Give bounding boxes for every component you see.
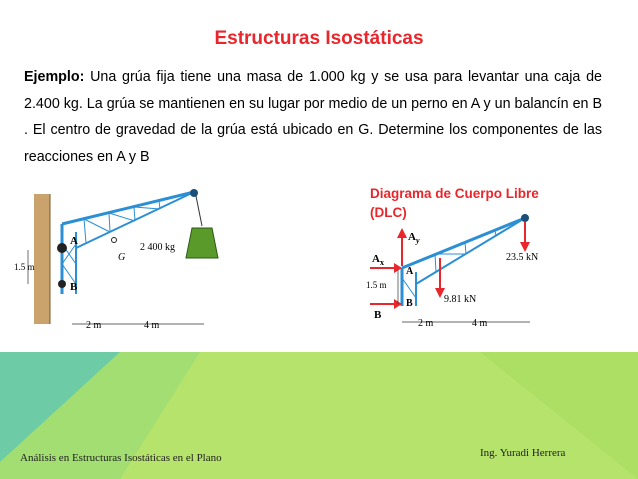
cable <box>196 196 202 226</box>
footer-right: Ing. Yuradi Herrera <box>480 447 566 459</box>
label-weight: 9.81 kN <box>444 294 477 305</box>
label-point-a: A <box>406 266 414 277</box>
dlc-figure <box>360 208 560 338</box>
label-ay: $A_y$ <box>408 231 420 245</box>
label-a: A <box>70 235 78 247</box>
example-text: Una grúa fija tiene una masa de 1.000 kg y se usa para levantar una caja de 2.400 kg. La grúa se mantienen en su lugar por medio de un perno en A y un balancín en B . El centro de gravedad de la grúa está ubicado en G. Determine los componentes de las reacciones en A y B <box>24 69 602 165</box>
label-b: B <box>70 281 78 293</box>
label-height: 1.5 m <box>366 280 387 290</box>
example-label: Ejemplo: <box>24 69 85 85</box>
problem-statement <box>24 64 602 170</box>
footer-left: Análisis en Estructuras Isostáticas en el Plano <box>20 452 222 464</box>
pin-a <box>57 243 67 253</box>
pulley <box>190 189 198 197</box>
crane-figure <box>14 184 224 344</box>
weight-block <box>186 228 218 258</box>
dlc-title-line2: (DLC) <box>370 205 407 220</box>
label-dim1: 2 m <box>418 318 434 329</box>
label-dim2: 4 m <box>144 320 160 331</box>
label-point-b: B <box>406 298 413 309</box>
wall <box>34 194 50 324</box>
label-g: G <box>118 252 126 263</box>
label-height: 1.5 m <box>14 262 35 272</box>
dlc-title-line1: Diagrama de Cuerpo Libre <box>370 186 539 201</box>
label-dim1: 2 m <box>86 320 102 331</box>
label-dim2: 4 m <box>472 318 488 329</box>
slide-title: Estructuras Isostáticas <box>214 28 424 49</box>
label-load: 23.5 kN <box>506 252 539 263</box>
label-ax: $A_x$ <box>372 253 384 267</box>
rocker-b <box>58 280 66 288</box>
label-load: 2 400 kg <box>140 242 175 253</box>
center-of-gravity <box>112 238 117 243</box>
label-force-b: B <box>374 309 382 321</box>
